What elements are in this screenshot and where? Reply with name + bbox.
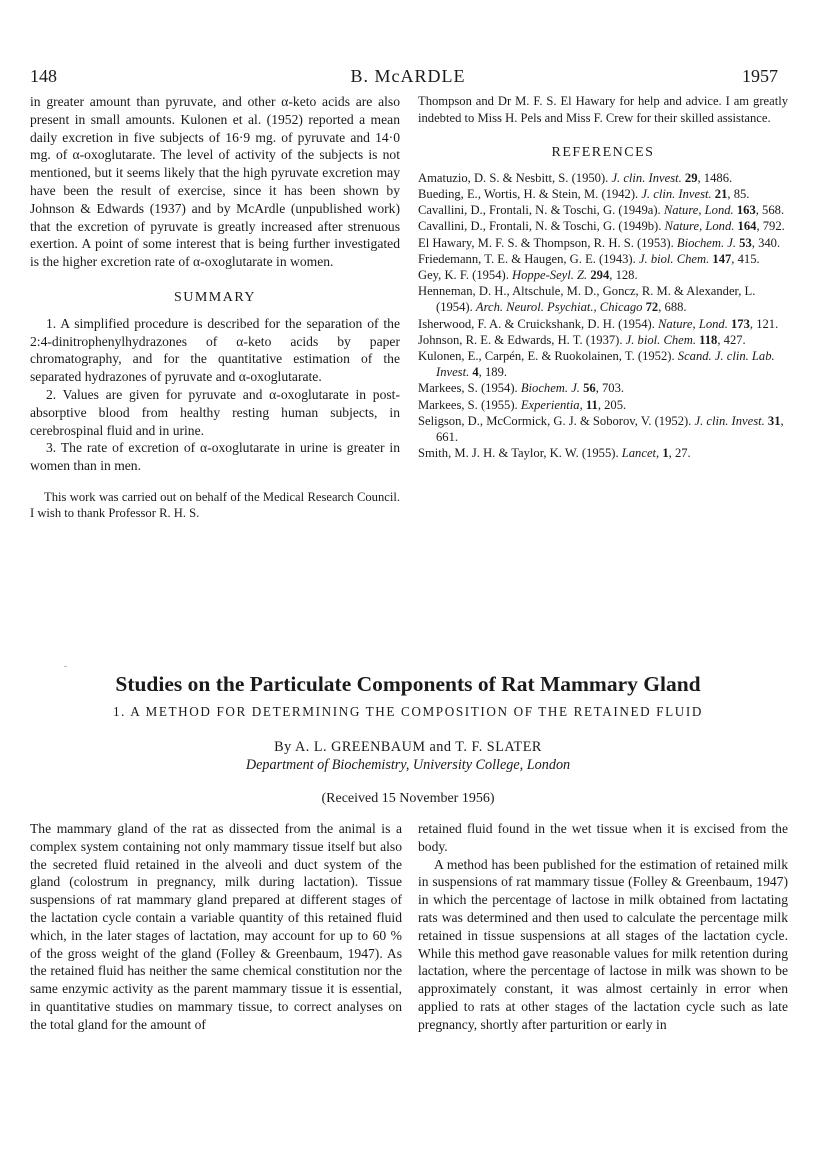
reference-volume: 1 — [659, 446, 669, 461]
reference-volume: 29 — [681, 170, 698, 185]
reference-journal: Nature, Lond. — [664, 219, 735, 234]
reference-journal: Lancet, — [621, 446, 660, 461]
reference-item — [418, 397, 788, 413]
reference-journal: Experientia, — [520, 397, 583, 412]
reference-journal: Nature, Lond. — [658, 316, 728, 331]
acknowledgement-continued: Thompson and Dr M. F. S. El Hawary for help and advice. I am greatly indebted to Miss H. Pels and Miss F. Crew for their skilled assistance. — [418, 94, 788, 125]
acknowledgement: This work was carried out on behalf of the Medical Research Council. I wish to thank Professor R. H. S. — [30, 489, 400, 521]
summary-heading: SUMMARY — [173, 289, 257, 305]
reference-volume: 164 — [734, 219, 757, 234]
reference-volume: 72 — [642, 300, 659, 315]
intro-paragraph: The mammary gland of the rat as dissected from the animal is a complex system containing not only mammary tissue itself but also the secreted fluid retained in the alveoli and duct system of the gland (colostrum in pregnancy, milk during lactation). Tissue suspensions of rat mammary gland prepared at different stages of the lactation cycle contain a variable quantity of this retained fluid which, in the later stages of lactation, may account for up to 60 % of the gross weight of the gland (Folley & Greenbaum, 1947). As the retained fluid has neither the same chemical constitution nor the same enzymic activity as the parent mammary tissue it is essential, in quantitative studies on mammary tissue, to correct analyses on the total gland for the amount of — [30, 821, 402, 1032]
reference-authors: El Hawary, M. F. S. & Thompson, R. H. S. (1953). — [418, 235, 677, 250]
reference-list — [418, 170, 788, 462]
reference-item — [418, 218, 788, 234]
reference-volume: 31 — [764, 413, 781, 428]
reference-item — [418, 251, 788, 267]
reference-journal: Nature, Lond. — [663, 203, 734, 218]
reference-volume: 163 — [733, 203, 756, 218]
reference-pages: , 568. — [755, 203, 785, 218]
reference-volume: 53 — [736, 235, 752, 250]
reference-journal: J. biol. Chem. — [638, 251, 710, 266]
left-column-top — [30, 93, 400, 522]
reference-item — [418, 316, 788, 332]
reference-volume: 294 — [587, 268, 610, 283]
reference-volume: 173 — [727, 316, 750, 331]
reference-authors: Friedemann, T. E. & Haugen, G. E. (1943). — [418, 251, 639, 266]
reference-authors: Smith, M. J. H. & Taylor, K. W. (1955). — [418, 446, 622, 461]
reference-journal: J. clin. Invest. — [611, 170, 682, 185]
reference-volume: 21 — [711, 187, 728, 201]
reference-authors: Kulonen, E., Carpén, E. & Ruokolainen, T. (1952). — [418, 349, 678, 364]
reference-authors: Amatuzio, D. S. & Nesbitt, S. (1950). — [418, 170, 612, 185]
article-title: Studies on the Particulate Components of Rat Mammary Gland — [115, 672, 701, 696]
reference-authors: Johnson, R. E. & Edwards, H. T. (1937). — [418, 332, 626, 347]
reference-authors: Gey, K. F. (1954). — [418, 268, 513, 283]
reference-pages: , 85. — [727, 187, 750, 201]
article-byline: By A. L. GREENBAUM and T. F. SLATER — [274, 739, 542, 755]
reference-pages: , 27. — [668, 446, 691, 461]
article-department: Department of Biochemistry, University College, London — [245, 757, 571, 773]
reference-pages: , 340. — [751, 235, 781, 250]
reference-pages: , 121. — [749, 316, 779, 331]
reference-item — [418, 235, 788, 251]
reference-pages: , 205. — [597, 397, 627, 412]
reference-journal: J. biol. Chem. — [625, 332, 696, 347]
reference-item — [418, 348, 788, 380]
reference-volume: 118 — [695, 332, 718, 347]
reference-pages: , 415. — [731, 251, 760, 266]
reference-item — [418, 413, 788, 445]
reference-pages: , 427. — [717, 332, 746, 347]
reference-pages: , 128. — [609, 268, 638, 283]
reference-item — [418, 186, 788, 202]
reference-pages: , 189. — [478, 365, 508, 380]
reference-authors: Henneman, D. H., Altschule, M. D., Goncz, R. M. & Alexander, L. (1954). — [418, 284, 756, 315]
reference-volume: 11 — [582, 397, 598, 412]
reference-authors: Markees, S. (1954). — [418, 381, 521, 396]
right-column-bottom — [418, 820, 788, 1034]
scan-mark — [64, 666, 67, 667]
running-author: B. McARDLE — [350, 66, 466, 86]
reference-authors: Cavallini, D., Frontali, N. & Toschi, G. (1949a). — [418, 203, 664, 218]
reference-journal: Arch. Neurol. Psychiat., Chicago — [475, 300, 643, 315]
received-date: (Received 15 November 1956) — [321, 791, 495, 806]
right-column-top — [418, 93, 788, 461]
reference-item — [418, 445, 788, 461]
summary-item: 1. A simplified procedure is described for the separation of the 2:4-dinitrophenylhydrazones of α-keto acids by paper chromatography, and for the quantitative estimation of the separated hydrazones of pyruvate and α-oxoglutarate. — [30, 315, 400, 385]
summary-item: 3. The rate of excretion of α-oxoglutarate in urine is greater in women than in men. — [30, 440, 400, 474]
reference-pages: , 661. — [436, 413, 784, 445]
intro-paragraph-continued: retained fluid found in the wet tissue when it is excised from the body. — [418, 821, 788, 854]
reference-authors: Cavallini, D., Frontali, N. & Toschi, G. (1949b). — [418, 219, 665, 234]
reference-authors: Seligson, D., McCormick, G. J. & Soborov, V. (1952). — [418, 413, 695, 428]
reference-pages: , 792. — [756, 219, 785, 234]
reference-pages: , 703. — [595, 381, 625, 396]
page-number: 148 — [30, 66, 57, 86]
reference-volume: 147 — [709, 251, 732, 266]
reference-item — [418, 283, 788, 315]
reference-item — [418, 267, 788, 283]
continued-paragraph: in greater amount than pyruvate, and other α-keto acids are also present in small amounts. Kulonen et al. (1952) reported a mean daily excretion in five subjects of 16·9 mg. of pyruvate and 14·0 mg. of α-oxoglutarate. The level of activity of the subjects is not mentioned, but it seems likely that the high pyruvate excretion may have been the result of exercise, since it has been shown by Johnson & Edwards (1937) and by McArdle (unpublished work) that the excretion of pyruvate is greatly increased after strenuous exertion. A point of some interest that is being further investigated is the higher excretion rate of α-oxoglutarate in women. — [30, 94, 400, 270]
summary-item: 2. Values are given for pyruvate and α-oxoglutarate in post-absorptive blood from healthy resting human subjects, in cerebrospinal fluid and in urine. — [30, 386, 400, 438]
reference-authors: Isherwood, F. A. & Cruickshank, D. H. (1954). — [418, 316, 658, 331]
reference-journal: Biochem. J. — [520, 381, 580, 396]
reference-journal: J. clin. Invest. — [694, 413, 765, 428]
article-subtitle: 1. A METHOD FOR DETERMINING THE COMPOSITION OF THE RETAINED FLUID — [112, 704, 704, 719]
left-column-bottom — [30, 820, 402, 1034]
reference-journal: Biochem. J. — [676, 235, 737, 250]
reference-item — [418, 170, 788, 186]
method-paragraph: A method has been published for the estimation of retained milk in suspensions of rat mammary tissue (Folley & Greenbaum, 1947) in which the percentage of lactose in milk obtained from lactating rats was determined and then used to calculate the percentage milk retained in tissue suspensions at all stages of the lactation cycle. While this method gave reasonable values for milk retention during lactation, where the percentage of lactose in milk was shown to be approximately constant, it was almost certainly in error when applied to rats at other stages of the lactation cycle such as late pregnancy, shortly after parturition or early in — [418, 856, 788, 1032]
reference-volume: 4 — [469, 365, 479, 380]
reference-volume: 56 — [579, 381, 596, 396]
reference-authors: Bueding, E., Wortis, H. & Stein, M. (1942). — [418, 187, 642, 201]
reference-item — [418, 202, 788, 218]
reference-pages: , 1486. — [697, 170, 733, 185]
reference-journal: J. clin. Invest. — [641, 187, 712, 201]
running-year: 1957 — [742, 66, 778, 86]
reference-item — [418, 380, 788, 396]
reference-journal: Hoppe-Seyl. Z. — [512, 268, 588, 283]
reference-pages: , 688. — [658, 300, 687, 315]
reference-authors: Markees, S. (1955). — [418, 397, 521, 412]
reference-journal: Scand. J. clin. Lab. Invest. — [436, 349, 775, 380]
references-heading: REFERENCES — [551, 145, 655, 160]
reference-item — [418, 332, 788, 348]
